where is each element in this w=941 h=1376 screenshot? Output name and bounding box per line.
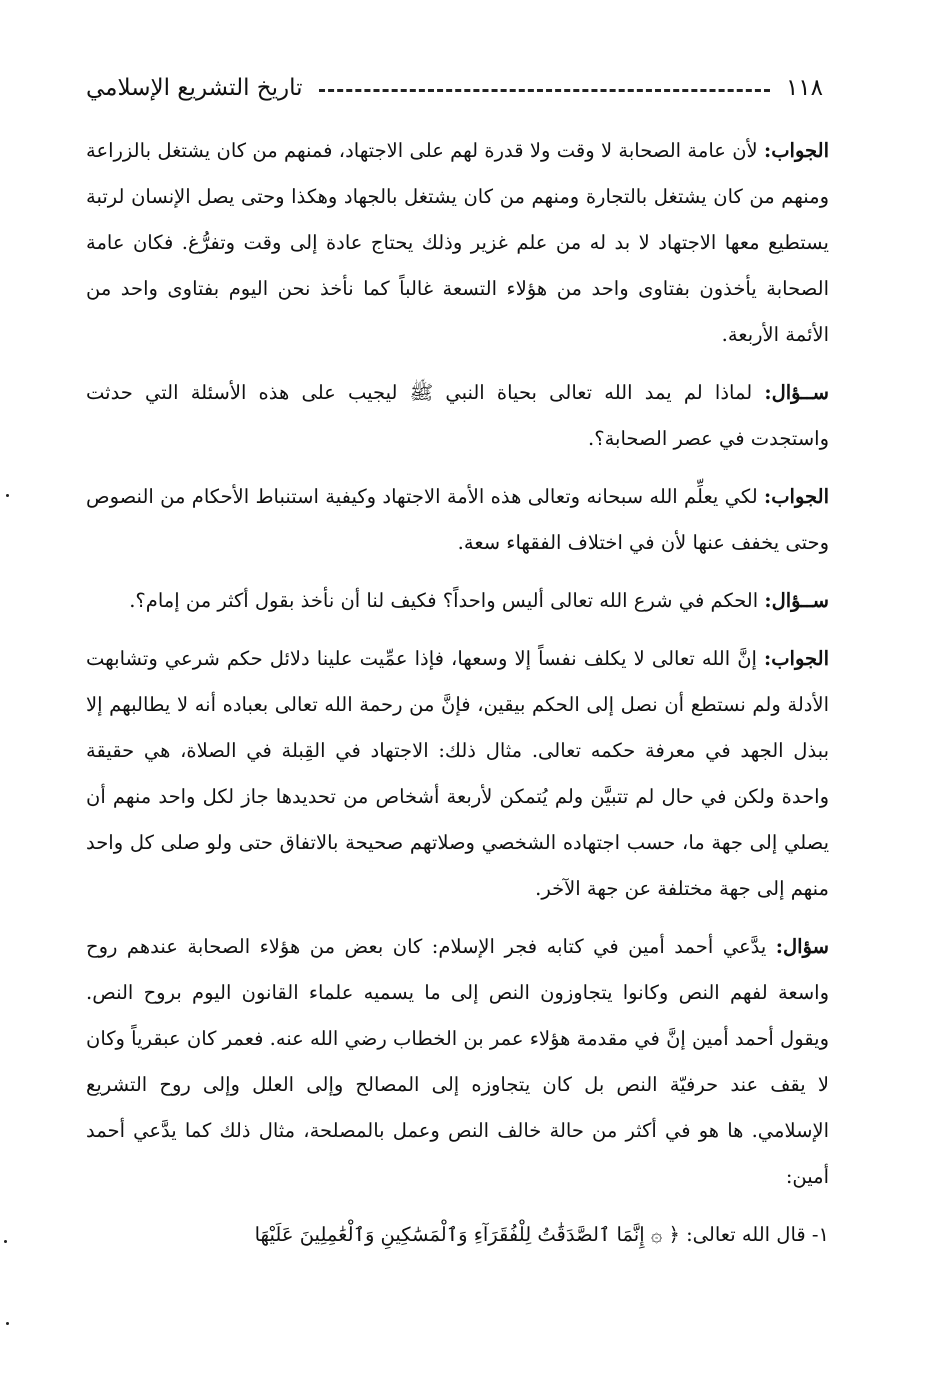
answer-paragraph — [86, 636, 829, 912]
body-text — [86, 128, 829, 1270]
item-number: ١- — [811, 1223, 829, 1246]
paragraph-lead: ســؤال: — [764, 589, 829, 612]
answer-paragraph — [86, 128, 829, 358]
question-paragraph — [86, 578, 829, 624]
paragraph-text: الحكم في شرع الله تعالى أليس واحداً؟ فكيف لنا أن نأخذ بقول أكثر من إمام؟. — [129, 589, 759, 612]
verse-intro: قال الله تعالى: — [686, 1223, 806, 1246]
paragraph-text: إنَّ الله تعالى لا يكلف نفساً إلا وسعها، فإذا عمِّيت علينا دلائل حكم شرعي وتشابهت الأدلة ولم نستطع أن نصل إلى الحكم بيقين، فإنَّ من رحمة الله تعالى بعباده أنه لا يطالبهم إلا ببذل الجهد في معرفة حكمه تعالى. مثال ذلك: الاجتهاد في القِبلة في الصلاة، هي حقيقة واحدة ولكن في حال لم تتبيَّن ولم يُتمكن لأربعة أشخاص من تحديدها جاز لكل واحد منهم أن يصلي إلى جهة ما، حسب اجتهاده الشخصي وصلاتهم صحيحة بالاتفاق حتى ولو صلى كل واحد منهم إلى جهة مختلفة عن جهة الآخر. — [86, 647, 829, 900]
paragraph-lead: الجواب: — [764, 647, 829, 670]
header-leader-dots — [319, 89, 770, 92]
paragraph-text: لأن عامة الصحابة لا وقت ولا قدرة لهم على الاجتهاد، فمنهم من كان يشتغل بالزراعة ومنهم من كان يشتغل بالتجارة ومنهم من كان يشتغل بالجهاد وهكذا وحتى يصل الإنسان لرتبة يستطيع معها الاجتهاد لا بد له من علم غزير وذلك يحتاج عادة إلى وقت وتفرُّغ. فكان عامة الصحابة يأخذون بفتاوى واحد من هؤلاء التسعة غالباً كما نأخذ نحن اليوم بفتاوى واحد من الأئمة الأربعة. — [86, 139, 829, 346]
margin-speck — [6, 1322, 9, 1325]
paragraph-text: يدَّعي أحمد أمين في كتابه فجر الإسلام: كان بعض من هؤلاء الصحابة عندهم روح واسعة لفهم النص وكانوا يتجاوزون النص إلى ما يسميه علماء القانون اليوم بروح النص. ويقول أحمد أمين إنَّ في مقدمة هؤلاء عمر بن الخطاب رضي الله عنه. فعمر كان عبقرياً وكان لا يقف عند حرفيّة النص بل كان يتجاوزه إلى المصالح وإلى العلل وإلى روح التشريع الإسلامي. ها هو في أكثر من حالة خالف النص وعمل بالمصلحة، مثال ذلك كما يدَّعي أحمد أمين: — [86, 935, 829, 1188]
question-paragraph — [86, 924, 829, 1200]
paragraph-text: لماذا لم يمد الله تعالى بحياة النبي ﷺ ليجيب على هذه الأسئلة التي حدثت واستجدت في عصر الصحابة؟. — [86, 381, 829, 450]
paragraph-lead: ســؤال: — [764, 381, 829, 404]
running-header — [86, 70, 823, 106]
paragraph-lead: الجواب: — [764, 485, 829, 508]
paragraph-lead: سؤال: — [775, 935, 829, 958]
paragraph-lead: الجواب: — [764, 139, 829, 162]
question-paragraph — [86, 370, 829, 462]
paragraph-text: لكي يعلِّم الله سبحانه وتعالى هذه الأمة الاجتهاد وكيفية استنباط الأحكام من النصوص وحتى يخفف عنها لأن في اختلاف الفقهاء سعة. — [86, 485, 829, 554]
quran-verse: ﴿ ۞ إِنَّمَا ٱلصَّدَقَٰتُ لِلْفُقَرَآءِ وَٱلْمَسَٰكِينِ وَٱلْعَٰمِلِينَ عَلَيْهَا — [254, 1223, 680, 1246]
answer-paragraph — [86, 474, 829, 566]
verse-line — [86, 1212, 829, 1258]
margin-speck — [6, 494, 9, 497]
running-title: تاريخ التشريع الإسلامي — [86, 75, 303, 101]
margin-speck — [4, 1240, 7, 1243]
page-number: ١١٨ — [785, 75, 823, 101]
